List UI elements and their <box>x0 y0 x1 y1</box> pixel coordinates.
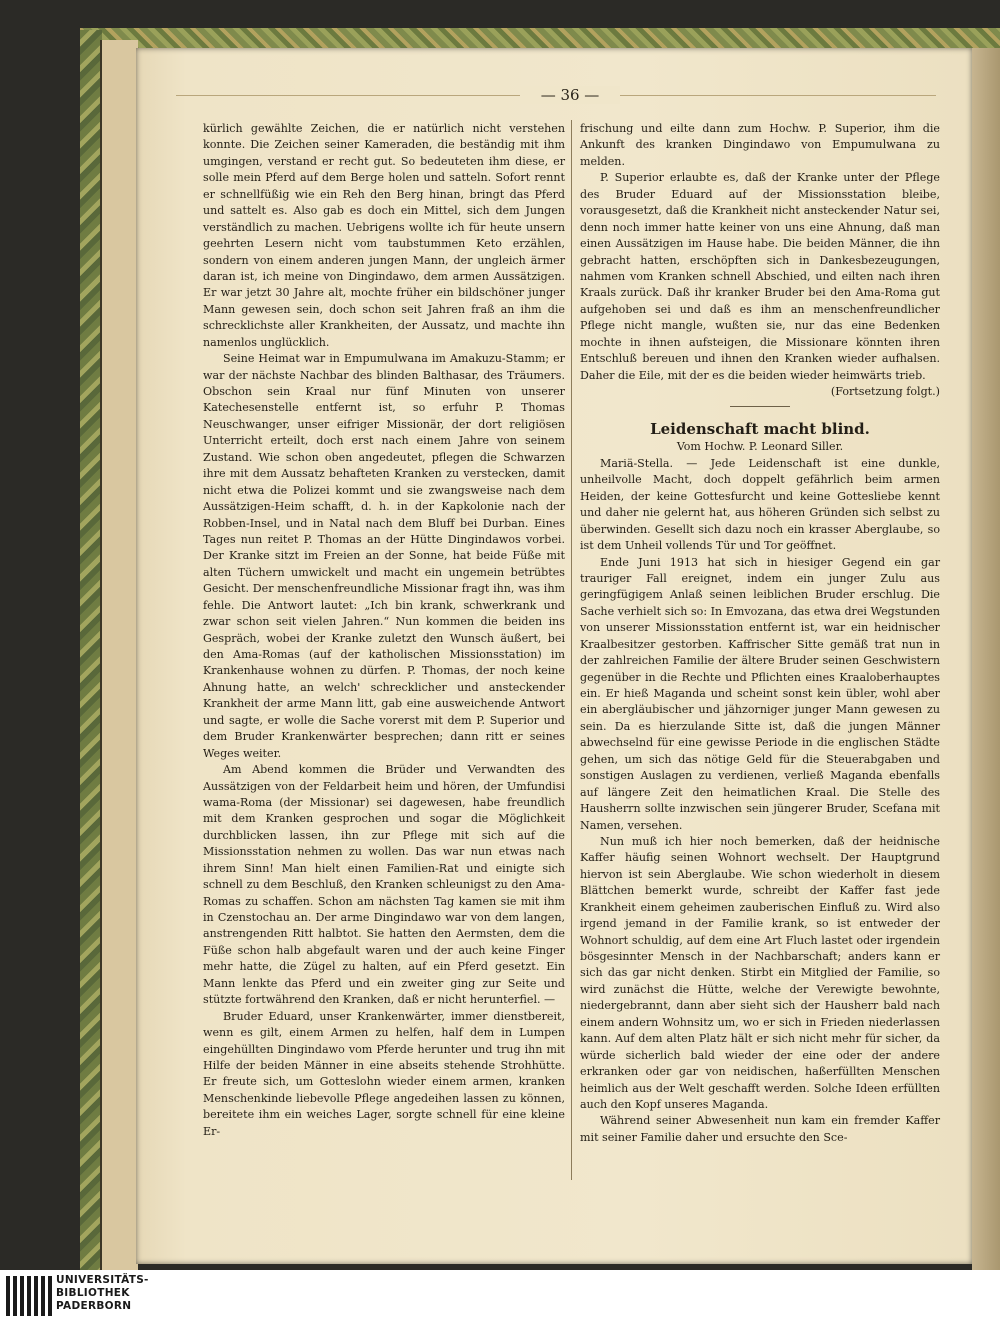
logo-line: PADERBORN <box>56 1300 132 1312</box>
paragraph: Während seiner Abwesenheit nun kam ein fremder Kaffer mit seiner Familie daher und ersuchte den Sce- <box>580 1114 940 1144</box>
page-gutter <box>100 40 138 1270</box>
paragraph: P. Superior erlaubte es, daß der Kranke unter der Pflege des Bruder Eduard auf der Missionsstation bleibe, vorausgesetzt, daß die Krankheit nicht ansteckender Natur sei, denn noch immer hatte keiner von uns eine Ahnung, daß man einen Aussätzigen im Hause habe. Die beiden Männer, die ihn gebracht hatten, erschöpften sich in Dankesbezeugungen, nahmen vom Kranken schnell Abschied, und eilten nach ihren Kraals zurück. Daß ihr kranker Bruder bei den Ama-Roma gut aufgehoben sei und daß es ihm an menschenfreundlicher Pflege nicht mangle, wußten sie, nur das eine Bedenken mochte in ihnen aufsteigen, die Missionare könnten ihren Entschluß bereuen und ihnen den Kranken wieder aufhalsen. Daher die Eile, mit der es die beiden wieder heimwärts trieb. <box>580 171 940 382</box>
marbled-cover-left <box>80 30 102 1270</box>
column-divider <box>571 120 572 1180</box>
paragraph: frischung und eilte dann zum Hochw. P. Superior, ihm die Ankunft des kranken Dingindawo von Empumulwana zu melden. <box>580 122 940 168</box>
paragraph: Mariä-Stella. — Jede Leidenschaft ist eine dunkle, unheilvolle Macht, doch doppelt gefährlich beim armen Heiden, der keine Gottesfurcht und keine Gottesliebe kennt und daher nie gelernt hat, aus höheren Gründen sich selbst zu überwinden. Gesellt sich dazu noch ein krasser Aberglaube, so ist dem Unheil vollends Tür und Tor geöffnet. <box>580 456 940 553</box>
section-divider <box>730 406 790 407</box>
library-logo-text <box>56 1274 149 1313</box>
paragraph: Seine Heimat war in Empumulwana im Amakuzu-Stamm; er war der nächste Nachbar des blinden Balthasar, des Träumers. Obschon sein Kraal nur fünf Minuten von unserer Katechesenstelle entfernt ist, so erfuhr P. Thomas Neuschwanger, unser eifriger Missionär, der dort religiösen Unterricht erteilt, doch erst nach einem Jahre von seinem Zustand. Wie schon oben angedeutet, pflegen die Schwarzen ihre mit dem Aussatz behafteten Kranken zu verstecken, damit nicht etwa die Polizei kommt und sie zwangsweise nach dem Aussätzigen-Heim schafft, d. h. in der Kapkolonie nach der Robben-Insel, und in Natal nach dem Bluff bei Durban. Eines Tages nun reitet P. Thomas an der Hütte Dingindawos vorbei. Der Kranke sitzt im Freien an der Sonne, hat beide Füße mit alten Tüchern umwickelt und macht ein ungemein betrübtes Gesicht. Der menschenfreundliche Missionar fragt ihn, was ihm fehle. Die Antwort lautet: „Ich bin krank, schwerkrank und zwar schon seit vielen Jahren.“ Nun kommen die beiden ins Gespräch, wobei der Kranke zuletzt den Wunsch äußert, bei den Ama-Romas (auf der katholischen Missionsstation) im Krankenhause wohnen zu dürfen. P. Thomas, der noch keine Ahnung hatte, an welch' schrecklicher und ansteckender Krankheit der arme Mann litt, gab eine ausweichende Antwort und sagte, er wolle die Sache vorerst mit dem P. Superior und dem Bruder Krankenwärter besprechen; dann ritt er seines Weges weiter. <box>203 352 565 760</box>
paragraph: Nun muß ich hier noch bemerken, daß der heidnische Kaffer häufig seinen Wohnort wechselt. Der Hauptgrund hiervon ist sein Aberglaube. Wie schon wiederholt in diesem Blättchen bemerkt wurde, schreibt der Kaffer fast jede Krankheit einem geheimen zauberischen Einfluß zu. Wird also irgend jemand in der Familie krank, so ist entweder der Wohnort schuldig, auf dem eine Art Fluch lastet oder irgendein bösgesinnter Mensch in der Nachbarschaft; anders kann er sich das gar nicht denken. Stirbt ein Mitglied der Familie, so wird zunächst die Hütte, welche der Verewigte bewohnte, niedergebrannt, dann aber sieht sich der Hausherr bald nach einem andern Wohnsitz um, wo er sich in Frieden niederlassen kann. Auf dem alten Platz hält er sich nicht mehr für sicher, da würde sicherlich bald wieder der eine oder der andere erkranken oder gar von neidischen, haßerfüllten Menschen heimlich aus der Welt geschafft werden. Solche Ideen erfüllten auch den Kopf unseres Maganda. <box>580 834 940 1111</box>
article-title: Leidenschaft macht blind. <box>650 420 870 439</box>
footer-bar <box>0 1270 1000 1321</box>
paragraph: kürlich gewählte Zeichen, die er natürlich nicht verstehen konnte. Die Zeichen seiner Kameraden, die beständig mit ihm umgingen, verstand er recht gut. So bedeuteten ihm diese, er solle mein Pferd auf dem Berge holen und satteln. Sofort rennt er schnellfüßig wie ein Reh den Berg hinan, bringt das Pferd und sattelt es. Also gab es doch ein Mittel, sich dem Jungen verständlich zu machen. Uebrigens wollte ich für heute unsern geehrten Lesern nicht vom taubstummen Keto erzählen, sondern von einem anderen jungen Mann, der ungleich ärmer daran ist, ich meine von Dingindawo, dem armen Aussätzigen. Er war jetzt 30 Jahre alt, mochte früher ein bildschöner junger Mann gewesen sein, doch schon seit Jahren fraß an ihm die schrecklichste aller Krankheiten, der Aussatz, und machte ihn namenlos unglücklich. <box>203 122 565 349</box>
paragraph: Am Abend kommen die Brüder und Verwandten des Aussätzigen von der Feldarbeit heim und hören, der Umfundisi wama-Roma (der Missionar) sei dagewesen, habe freundlich mit dem Kranken gesprochen und sogar die Möglichkeit durchblicken lassen, ihn zur Pflege mit sich auf die Missionsstation nehmen zu wollen. Das war nun etwas nach ihrem Sinn! Man hielt einen Familien-Rat und einigte sich schnell zu dem Beschluß, den Kranken schleunigst zu den Ama-Romas zu schaffen. Schon am nächsten Tag kamen sie mit ihm in Czenstochau an. Der arme Dingindawo war von dem langen, anstrengenden Ritt halbtot. Sie hatten den Aermsten, dem die Füße schon halb abgefault waren und der auch keine Finger mehr hatte, die Zügel zu halten, auf ein Pferd gesetzt. Ein Mann lenkte das Pferd und ein zweiter ging zur Seite und stützte fortwährend den Kranken, daß er nicht herunterfiel. — <box>203 763 565 1007</box>
library-logo-icon <box>6 1276 52 1316</box>
page-edge <box>972 48 1000 1270</box>
right-column <box>580 121 940 1146</box>
article-author: Vom Hochw. P. Leonard Siller. <box>676 440 844 454</box>
page-number: — 36 — <box>520 86 620 104</box>
left-column <box>203 121 565 1140</box>
paragraph: Bruder Eduard, unser Krankenwärter, immer dienstbereit, wenn es gilt, einem Armen zu helfen, half dem in Lumpen eingehüllten Dingindawo vom Pferde herunter und trug ihn mit Hilfe der beiden Männer in eine abseits stehende Strohhütte. Er freute sich, um Gotteslohn wieder einem armen, kranken Menschenkinde liebevolle Pflege angedeihen lassen zu können, bereitete ihm ein weiches Lager, sorgte schnell für eine kleine Er- <box>203 1009 565 1138</box>
logo-line: UNIVERSITÄTS- <box>56 1274 149 1286</box>
paragraph: Ende Juni 1913 hat sich in hiesiger Gegend ein gar trauriger Fall ereignet, indem ein junger Zulu aus geringfügigem Anlaß seinen leiblichen Bruder erschlug. Die Sache verhielt sich so: In Emvozana, das etwa drei Wegstunden von unserer Missionsstation entfernt ist, war ein heidnischer Kraalbesitzer gestorben. Kaffrischer Sitte gemäß trat nun in der zahlreichen Familie der ältere Bruder seinen Geschwistern gegenüber in die Rechte und Pflichten eines Kraaloberhauptes ein. Er hieß Maganda und scheint sonst kein übler, wohl aber ein abergläubischer und jähzorniger junger Mann gewesen zu sein. Da es hierzulande Sitte ist, daß die jungen Männer abwechselnd für eine gewisse Periode in die englischen Städte gehen, um sich das nötige Geld für die Steuerabgaben und sonstigen Auslagen zu verdienen, verließ Maganda ebenfalls auf längere Zeit den heimatlichen Kraal. Die Stelle des Hausherrn sollte inzwischen sein jüngerer Bruder, Scefana mit Namen, versehen. <box>580 555 940 832</box>
continuation-note: (Fortsetzung folgt.) <box>830 385 940 398</box>
logo-line: BIBLIOTHEK <box>56 1287 130 1299</box>
